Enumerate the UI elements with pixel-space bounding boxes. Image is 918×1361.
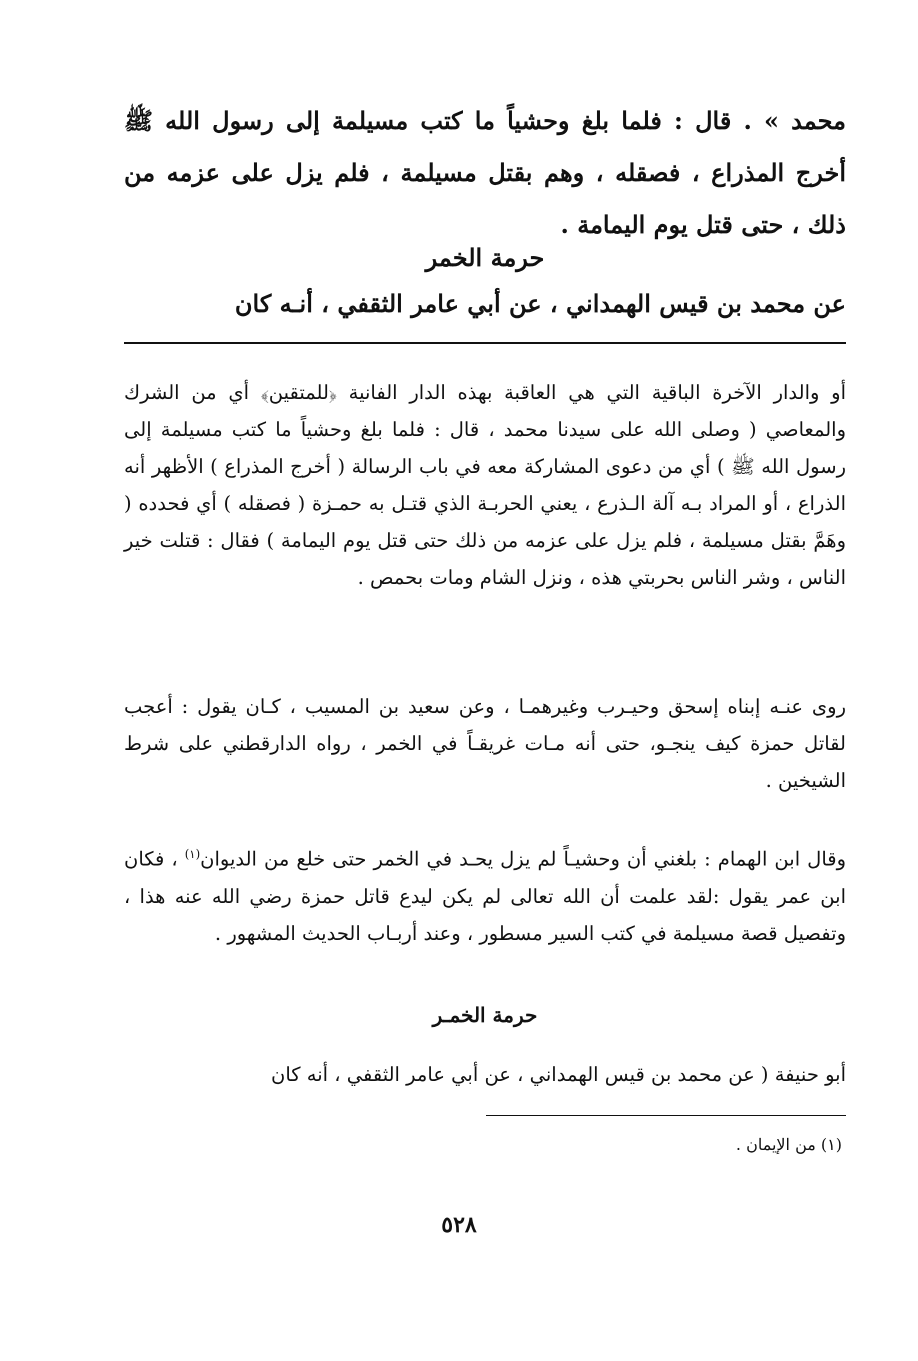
- commentary-paragraph-3: [124, 836, 846, 952]
- page-number: ٥٢٨: [441, 1212, 477, 1238]
- section-heading-commentary: حرمة الخمـر: [432, 1003, 538, 1027]
- commentary-paragraph-1: أو والدار الآخرة الباقية التي هي العاقبة بهذه الدار الفانية ﴿للمتقين﴾ أي من الشرك والمعاصي ( وصلى الله على سيدنا محمد ، قال : فلما بلغ وحشياً ما كتب مسيلمة إلى رسول الله ﷺ ) أي من دعوى المشاركة معه في باب الرسالة ( أخرج المذراع ) الأظهر أنه الذراع ، أو المراد بـه آلة الـذرع ، يعني الحربـة الذي قتـل به حمـزة ( فصقله ) أي فحدده ( وهَمَّ بقتل مسيلمة ، فلم يزل على عزمه من ذلك حتى قتل يوم اليمامة ) فقال : قتلت خير الناس ، وشر الناس بحربتي هذه ، ونزل الشام ومات بحمص .: [124, 381, 846, 589]
- main-text-divider: [124, 342, 846, 344]
- footnote: (١) من الإيمان .: [735, 1135, 842, 1154]
- footnote-divider: [486, 1115, 846, 1116]
- commentary-paragraph-2: روى عنـه إبناه إسحق وحيـرب وغيرهمـا ، وعن سعيد بن المسيب ، كـان يقول : أعجب لقاتل حمزة كيف ينجـو، حتى أنه مـات غريقـاً في الخمر ، رواه الدارقطني على شرط الشيخين .: [124, 695, 846, 792]
- main-text-paragraph-2: عن محمد بن قيس الهمداني ، عن أبي عامر الثقفي ، أنـه كان: [234, 289, 846, 318]
- commentary-paragraph-3-start: وقال ابن الهمام : بلغني أن وحشيـاً لم يزل يحـد في الخمر حتى خلع من الديوان: [200, 847, 846, 871]
- commentary-paragraph-3-end: ، فكان ابن عمر يقول :لقد علمت أن الله تعالى لم يكن ليدع قاتل حمزة رضي الله عنه هذا ، وتفصيل قصة مسيلمة في كتب السير مسطور ، وعند أربـاب الحديث المشهور .: [124, 847, 846, 945]
- section-heading-main: حرمة الخمر: [425, 243, 545, 272]
- footnote-reference: (١): [184, 847, 201, 861]
- main-text-paragraph-1: محمد » . قال : فلما بلغ وحشياً ما كتب مسيلمة إلى رسول الله ﷺ أخرج المذراع ، فصقله ، وهم بقتل مسيلمة ، فلم يزل على عزمه من ذلك ، حتى قتل يوم اليمامة .: [124, 106, 846, 239]
- commentary-paragraph-4: أبو حنيفة ( عن محمد بن قيس الهمداني ، عن أبي عامر الثقفي ، أنه كان: [271, 1063, 846, 1086]
